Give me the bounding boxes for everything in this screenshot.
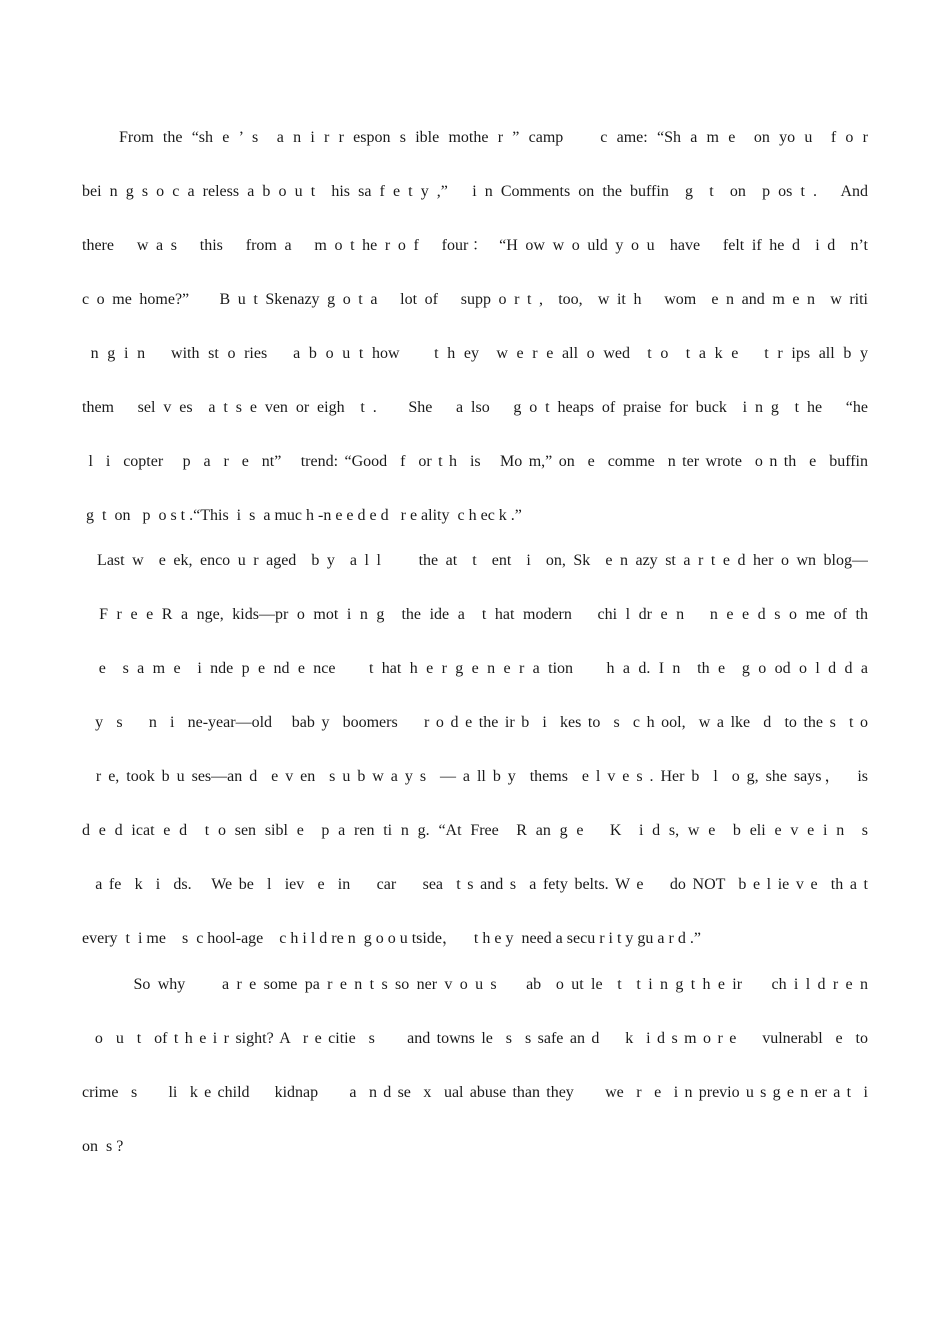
text-line: F r e e R a nge, kids—pr o mot i n g the ide a t hat modern chi l dr e n n e e d s o me of th	[82, 606, 868, 623]
text-line: g t on p o s t .“This i s a muc h -n e e d e d r e ality c h ec k .”	[82, 507, 522, 524]
paragraph-2	[82, 551, 868, 983]
text-line: Last w e ek, enco u r aged b y a l l the at t ent i on, Sk e n azy st a r t e d her o wn blog—	[82, 552, 868, 569]
text-line: on s ?	[82, 1138, 124, 1155]
text-line: a fe k i ds. We be l iev e in car sea t s and s a fety belts. W e do NOT b e l ie v e th a t	[82, 876, 868, 893]
text-line: every t i me s c hool-age c h i l d re n g o o u tside， t h e y need a secu r i t y gu a r d .”	[82, 930, 701, 947]
text-line: y s n i ne-year—old bab y boomers r o d e the ir b i kes to s c h ool, w a lke d to the s t o	[82, 714, 868, 731]
text-line: them sel v es a t s e ven or eigh t . She a lso g o t heaps of praise for buck i n g t he “he	[82, 399, 868, 416]
text-line: bei n g s o c a reless a b o u t his sa f e t y ,” i n Comments on the buffin g t on p os t . And	[82, 183, 868, 200]
text-line: n g i n with st o ries a b o u t how t h ey w e r e all o wed t o t a k e t r ips all b y	[82, 345, 868, 362]
paragraph-3	[82, 975, 868, 1191]
text-line: So why a r e some pa r e n t s so ner v o u s ab o ut le t t i n g t h e ir ch i l d r e n	[82, 976, 868, 993]
text-line: l i copter p a r e nt” trend: “Good f or t h is Mo m,” on e comme n ter wrote o n th e buffin	[82, 453, 868, 470]
text-line: r e, took b u ses—an d e v en s u b w a y s — a ll b y thems e l v e s . Her b l o g, she says， is	[82, 768, 868, 785]
text-line: d e d icat e d t o sen sibl e p a ren ti n g. “At Free R an g e K i d s, w e b eli e v e i n s	[82, 822, 868, 839]
text-line: c o me home?” B u t Skenazy g o t a lot of supp o r t , too, w it h wom e n and m e n w riti	[82, 291, 868, 308]
text-line: there w a s this from a m o t he r o f four： “H ow w o uld y o u have felt if he d i d n’t	[82, 237, 868, 254]
paragraph-1	[82, 128, 868, 560]
text-line: From the “sh e ’ s a n i r r espon s ible mothe r ” camp c ame: “Sh a m e on yo u f o r	[82, 129, 868, 146]
text-line: o u t of t h e i r sight? A r e citie s and towns le s s safe an d k i d s m o r e vulnerabl e to	[82, 1030, 868, 1047]
text-line: crime s li k e child kidnap a n d se x ual abuse than they we r e i n previo u s g e n er a t i	[82, 1084, 868, 1101]
text-line: e s a m e i nde p e nd e nce t hat h e r g e n e r a tion h a d. I n th e g o od o l d d a	[82, 660, 868, 677]
